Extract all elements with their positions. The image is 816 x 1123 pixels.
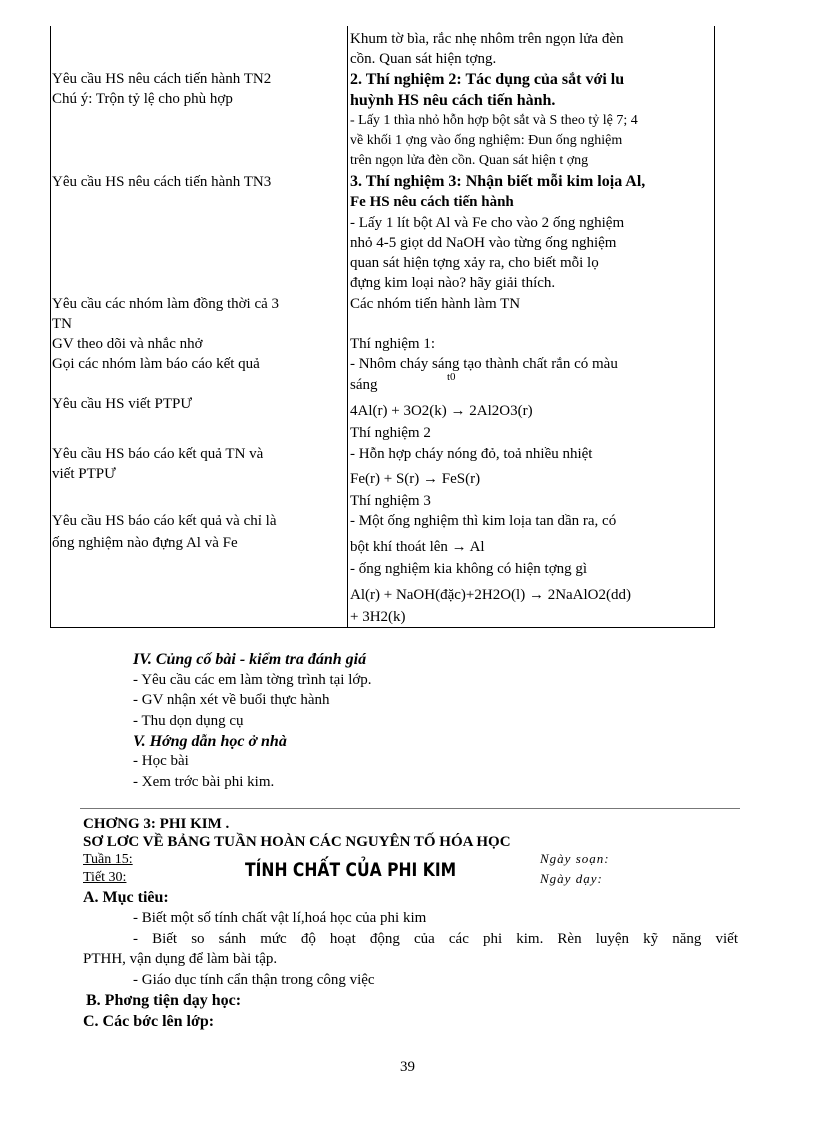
- table-right-line: bột khí thoát lên → Al: [350, 539, 485, 555]
- table-left-line: GV theo dõi và nhắc nhở: [52, 336, 203, 352]
- table-left-line: Yêu cầu HS nêu cách tiến hành TN3: [52, 174, 272, 190]
- taught-date-label: Ngày dạy:: [540, 871, 603, 886]
- table-left-line: Yêu cầu HS viết PTPƯ: [52, 396, 192, 412]
- section-v-heading: V. Hớng dẫn học ở nhà: [133, 733, 287, 750]
- lesson-title: TÍNH CHẤT CỦA PHI KIM: [245, 859, 457, 881]
- table-right-line: Khum tờ bìa, rắc nhẹ nhôm trên ngọn lửa đèn: [350, 31, 624, 47]
- table-right-line: sáng: [350, 377, 378, 393]
- table-right-line: Thí nghiệm 2: [350, 425, 431, 441]
- reaction-equation: Fe(r) + S(r) → FeS(r): [350, 471, 481, 487]
- table-left-line: Yêu cầu HS nêu cách tiến hành TN2: [52, 71, 272, 87]
- chapter-subtitle: SƠ LƠC VỀ BẢNG TUẦN HOÀN CÁC NGUYÊN TỐ HÓA HỌC: [83, 834, 511, 850]
- table-right-line: cồn. Quan sát hiện tợng.: [350, 51, 497, 67]
- table-left-line: TN: [52, 316, 72, 332]
- list-item: PTHH, vận dụng để làm bài tập.: [83, 951, 278, 967]
- table-right-line: nhỏ 4-5 giọt dd NaOH vào từng ống nghiệm: [350, 235, 617, 251]
- section-b-heading: B. Phơng tiện dạy học:: [86, 992, 242, 1009]
- table-right-line: Thí nghiệm 3: [350, 493, 431, 509]
- list-item: - Học bài: [133, 753, 189, 769]
- table-right-line: Các nhóm tiến hành làm TN: [350, 296, 521, 312]
- table-right-line: - ống nghiệm kia không có hiện tợng gì: [350, 561, 588, 577]
- reaction-equation: + 3H2(k): [350, 609, 406, 625]
- list-item: - Giáo dục tính cẩn thận trong công việc: [133, 972, 375, 988]
- table-right-line: 2. Thí nghiệm 2: Tác dụng của sắt với lu: [350, 71, 625, 88]
- table-right-line: trên ngọn lửa đèn cồn. Quan sát hiện t ợng: [350, 153, 589, 168]
- table-left-line: Yêu cầu HS báo cáo kết quả TN và: [52, 446, 264, 462]
- reaction-equation: Al(r) + NaOH(đặc)+2H2O(l) → 2NaAlO2(dd): [350, 587, 632, 603]
- table-right-line: quan sát hiện tợng xảy ra, cho biết mỗi lọ: [350, 255, 599, 271]
- table-right-line: - Nhôm cháy sáng tạo thành chất rắn có màu: [350, 356, 618, 372]
- table-right-line: về khối 1 ợng vào ống nghiệm: Đun ống nghiệm: [350, 133, 623, 148]
- table-right-line: Thí nghiệm 1:: [350, 336, 435, 352]
- table-right-line: - Một ống nghiệm thì kim loịa tan dần ra, có: [350, 513, 617, 529]
- list-item: - Xem trớc bài phi kim.: [133, 774, 275, 790]
- week-label: Tuần 15:: [83, 852, 133, 867]
- table-right-line: 3. Thí nghiệm 3: Nhận biết mỗi kim loịa Al,: [350, 173, 646, 190]
- list-item: - Thu dọn dụng cụ: [133, 713, 244, 729]
- table-right-line: Fe HS nêu cách tiến hành: [350, 194, 514, 210]
- table-left-line: Chú ý: Trộn tỷ lệ cho phù hợp: [52, 91, 233, 107]
- table-right-line: đựng kim loại nào? hãy giải thích.: [350, 275, 556, 291]
- objectives-heading: A. Mục tiêu:: [83, 889, 169, 906]
- table-left-line: Yêu cầu các nhóm làm đồng thời cả 3: [52, 296, 280, 312]
- section-c-heading: C. Các bớc lên lớp:: [83, 1013, 215, 1030]
- list-item: - Biết một số tính chất vật lí,hoá học của phi kim: [133, 910, 427, 926]
- table-right-line: - Lấy 1 lít bột Al và Fe cho vào 2 ống nghiệm: [350, 215, 625, 231]
- table-left-line: viết PTPƯ: [52, 466, 116, 482]
- table-left-line: Gọi các nhóm làm báo cáo kết quả: [52, 356, 260, 372]
- table-right-line: - Hỗn hợp cháy nóng đỏ, toả nhiều nhiệt: [350, 446, 593, 462]
- list-item: - Yêu cầu các em làm tờng trình tại lớp.: [133, 672, 372, 688]
- table-left-line: ống nghiệm nào đựng Al và Fe: [52, 535, 238, 551]
- prepared-date-label: Ngày soạn:: [540, 851, 610, 866]
- section-divider: [80, 808, 740, 809]
- table-right-line: - Lấy 1 thìa nhỏ hỗn hợp bột sắt và S theo tỷ lệ 7; 4: [350, 113, 638, 128]
- table-column-divider: [347, 26, 348, 628]
- table-left-line: Yêu cầu HS báo cáo kết quả và chỉ là: [52, 513, 277, 529]
- page-number: 39: [400, 1059, 415, 1075]
- list-item: - GV nhận xét về buổi thực hành: [133, 692, 330, 708]
- list-item: - Biết so sánh mức độ hoạt động của các phi kim. Rèn luyện kỹ năng viết: [133, 931, 738, 947]
- reaction-equation: 4Al(r) + 3O2(k) → 2Al2O3(r): [350, 403, 533, 419]
- reaction-condition-label: t0: [447, 371, 456, 383]
- period-label: Tiết 30:: [83, 870, 127, 885]
- chapter-title: CHƠNG 3: PHI KIM .: [83, 816, 230, 832]
- section-iv-heading: IV. Củng cố bài - kiểm tra đánh giá: [133, 651, 367, 668]
- table-right-line: huỳnh HS nêu cách tiến hành.: [350, 92, 556, 109]
